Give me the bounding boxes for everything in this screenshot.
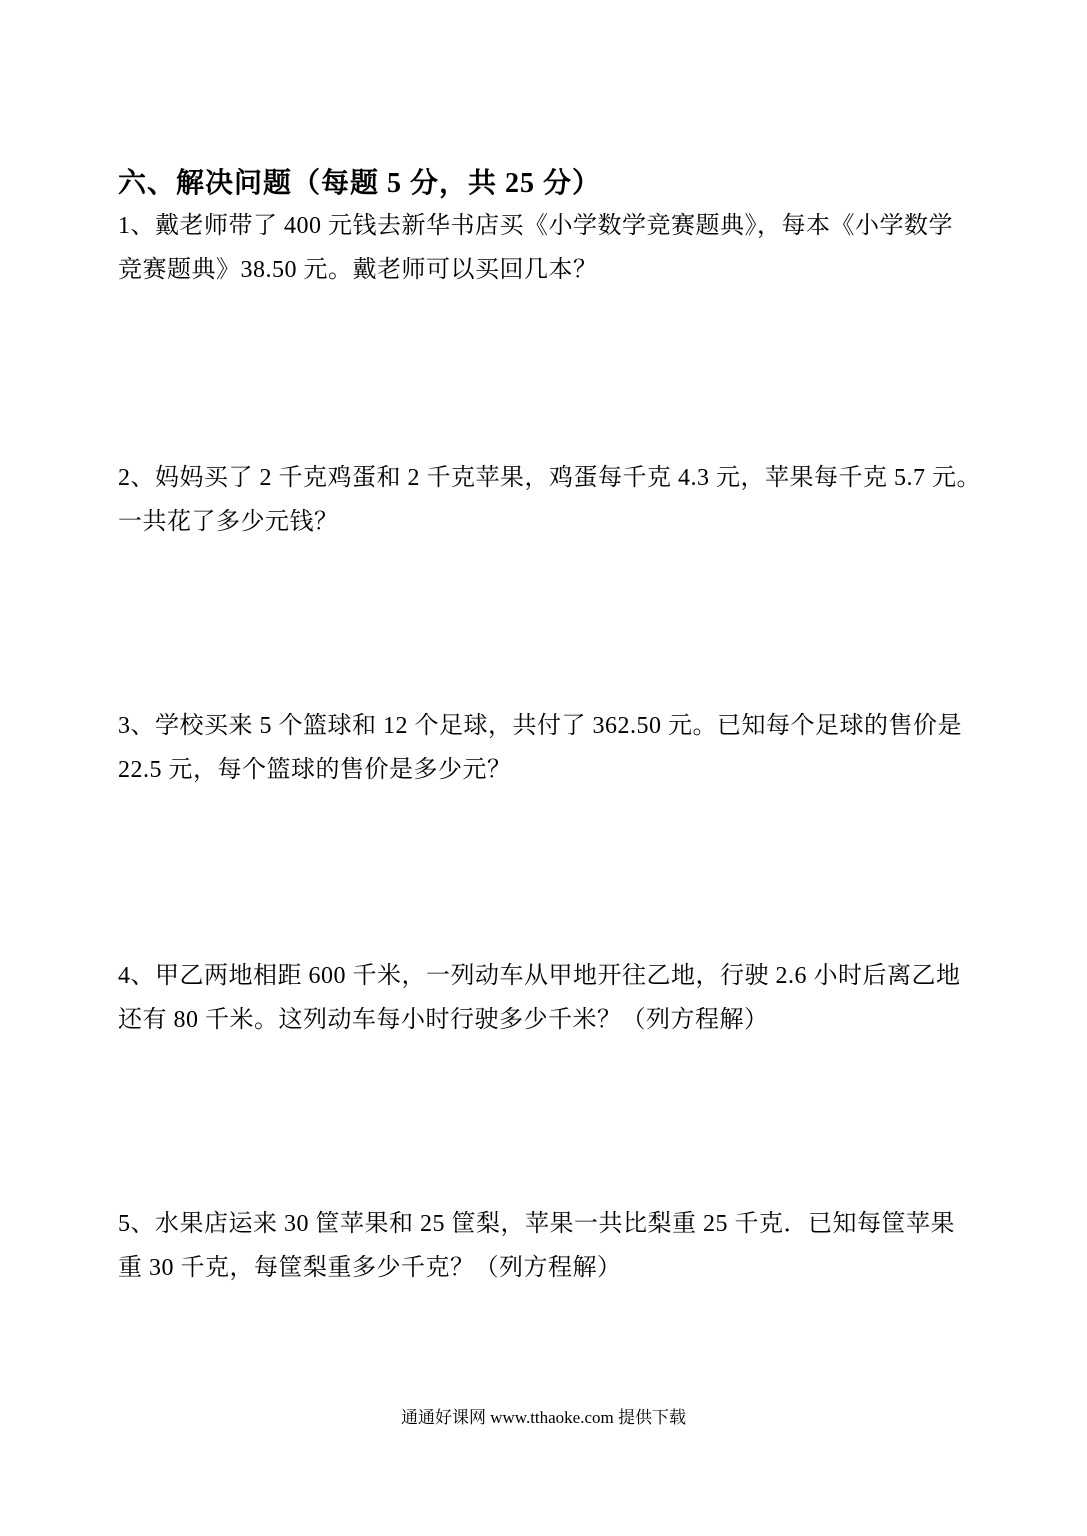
question-line: 1、戴老师带了 400 元钱去新华书店买《小学数学竞赛题典》，每本《小学数学 <box>118 213 953 239</box>
question-line: 重 30 千克，每筐梨重多少千克？（列方程解） <box>118 1255 622 1281</box>
question-4 <box>118 954 970 1042</box>
question-line: 5、水果店运来 30 筐苹果和 25 筐梨，苹果一共比梨重 25 千克．已知每筐苹果 <box>118 1211 955 1237</box>
question-line: 还有 80 千米。这列动车每小时行驶多少千米？（列方程解） <box>118 1007 769 1033</box>
question-5 <box>118 1202 970 1290</box>
question-2 <box>118 456 981 544</box>
question-1 <box>118 204 970 292</box>
question-line: 3、学校买来 5 个篮球和 12 个足球，共付了 362.50 元。已知每个足球的售价是 <box>118 713 962 739</box>
page-footer: 通通好课网 www.tthaoke.com 提供下载 <box>400 1408 687 1427</box>
question-line: 2、妈妈买了 2 千克鸡蛋和 2 千克苹果，鸡蛋每千克 4.3 元，苹果每千克 5.7 元。 <box>118 465 981 491</box>
section-heading: 六、解决问题（每题 5 分，共 25 分） <box>118 168 602 199</box>
question-line: 22.5 元，每个篮球的售价是多少元？ <box>118 757 512 783</box>
question-3 <box>118 704 970 792</box>
question-line: 4、甲乙两地相距 600 千米，一列动车从甲地开往乙地，行驶 2.6 小时后离乙地 <box>118 963 961 989</box>
question-line: 一共花了多少元钱？ <box>118 509 339 535</box>
question-line: 竞赛题典》38.50 元。戴老师可以买回几本？ <box>118 257 598 283</box>
